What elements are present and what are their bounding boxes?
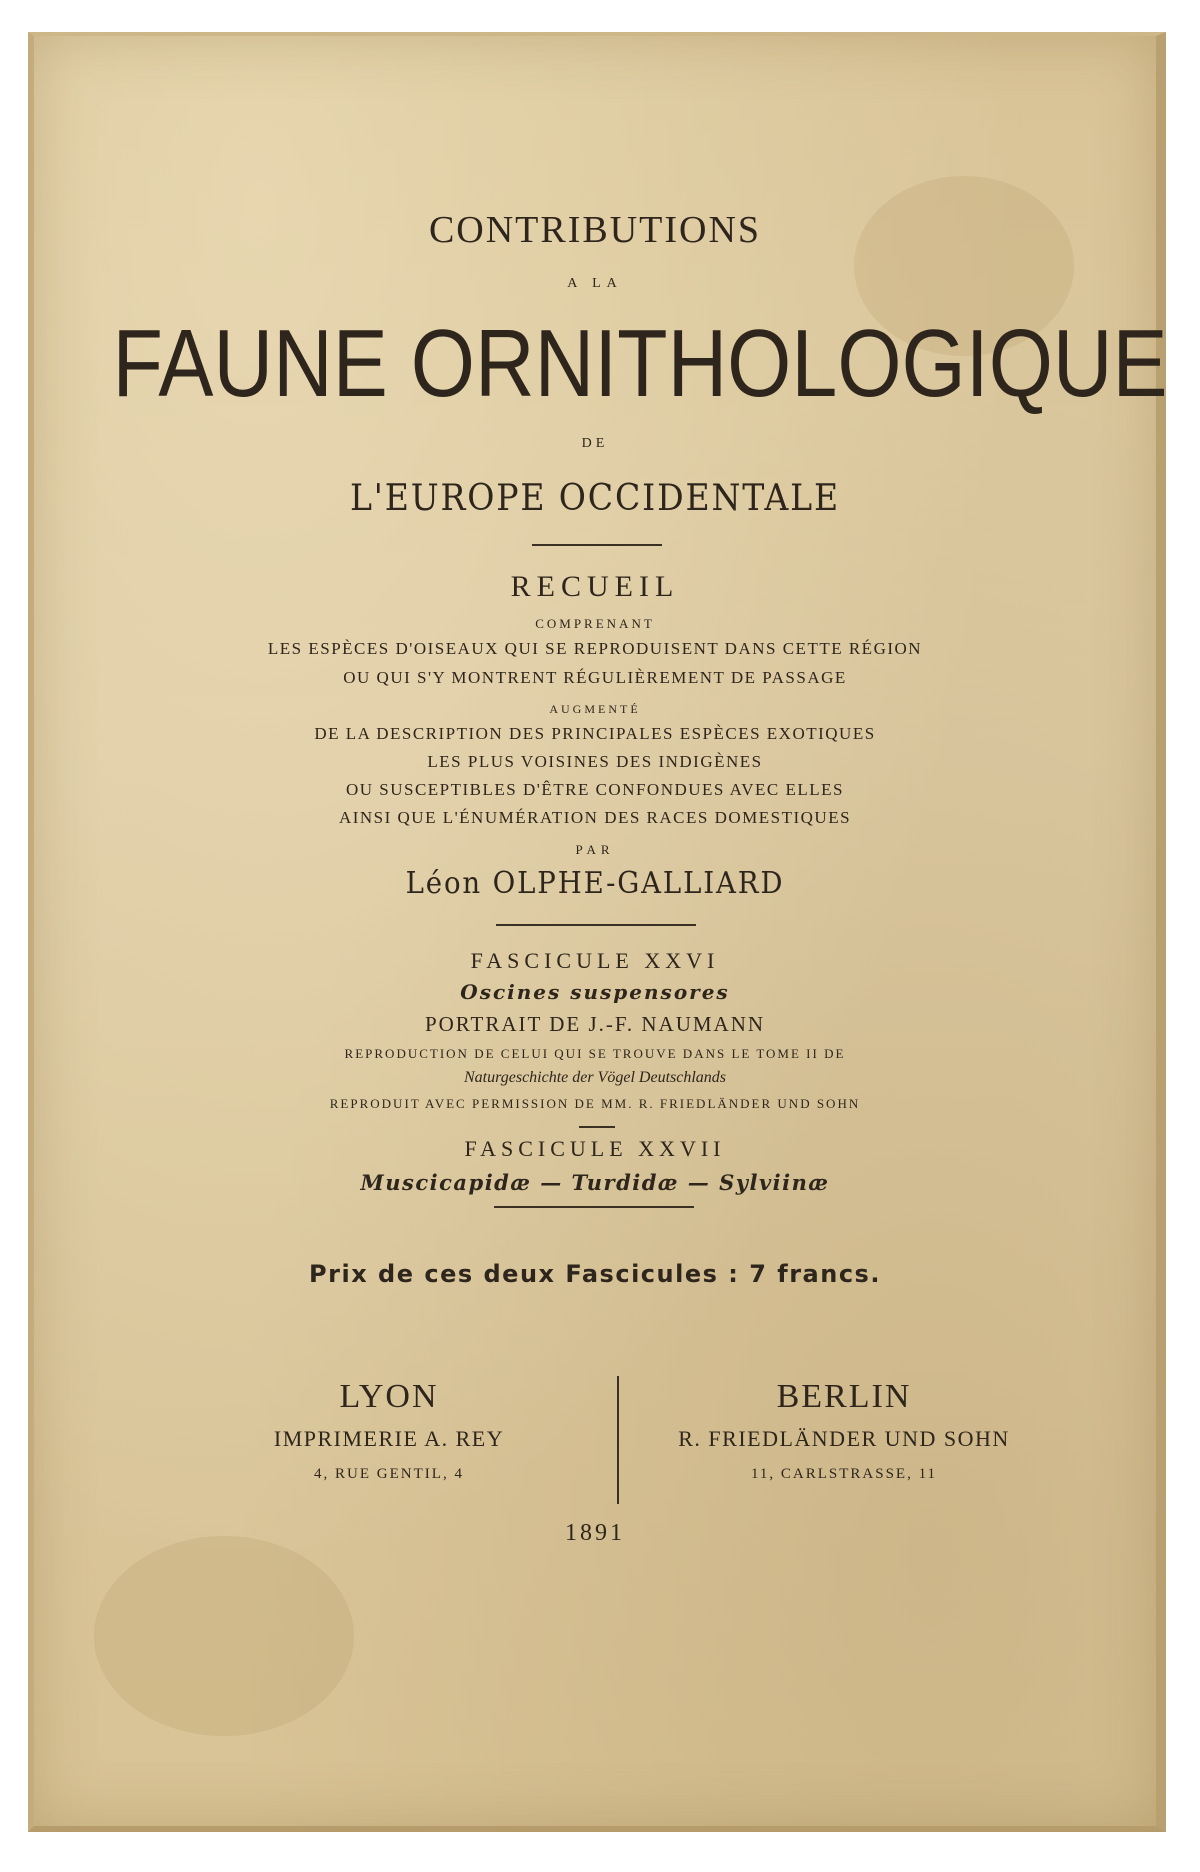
paper-stain [94, 1536, 354, 1736]
title-a-la: A LA [567, 276, 623, 291]
recueil-line: LES PLUS VOISINES DES INDIGÈNES [427, 752, 763, 771]
book-cover [28, 32, 1166, 1832]
publisher-divider [617, 1376, 619, 1504]
fascicule-heading: FASCICULE XXVII [464, 1136, 726, 1161]
publisher-address-left: 4, RUE GENTIL, 4 [314, 1466, 464, 1482]
recueil-line: LES ESPÈCES D'OISEAUX QUI SE REPRODUISENT DANS CETTE RÉGION [267, 639, 923, 658]
recueil-comprenant: COMPRENANT [535, 616, 655, 631]
recueil-line: DE LA DESCRIPTION DES PRINCIPALES ESPÈCES EXOTIQUES [314, 724, 876, 743]
portrait-line: PORTRAIT DE J.-F. NAUMANN [424, 1012, 766, 1036]
fascicule-subtitle: Muscicapidæ — Turdidæ — Sylviinæ [360, 1170, 830, 1195]
divider-rule [496, 924, 696, 926]
recueil-line: OU QUI S'Y MONTRENT RÉGULIÈREMENT DE PASSAGE [343, 668, 847, 687]
price-line: Prix de ces deux Fascicules : 7 francs. [309, 1260, 881, 1288]
permission-note: REPRODUIT AVEC PERMISSION DE MM. R. FRIEDLÄNDER UND SOHN [329, 1096, 861, 1111]
publisher-address-right: 11, CARLSTRASSE, 11 [750, 1466, 938, 1482]
divider-rule [532, 544, 662, 546]
work-title: Naturgeschichte der Vögel Deutschlands [463, 1069, 727, 1086]
publication-year: 1891 [565, 1520, 625, 1546]
title-contributions: CONTRIBUTIONS [428, 209, 762, 251]
main-title: FAUNE ORNITHOLOGIQUE [112, 310, 1168, 417]
title-europe: L'EUROPE OCCIDENTALE [349, 478, 841, 519]
author-name: Léon OLPHE-GALLIARD [405, 866, 785, 901]
reproduction-note: REPRODUCTION DE CELUI QUI SE TROUVE DANS LE TOME II DE [344, 1046, 846, 1061]
fascicule-subtitle: Oscines suspensores [460, 980, 730, 1004]
divider-rule [579, 1126, 615, 1128]
recueil-heading: RECUEIL [510, 570, 680, 603]
publisher-name-right: R. FRIEDLÄNDER UND SOHN [678, 1426, 1010, 1451]
publisher-name-left: IMPRIMERIE A. REY [273, 1426, 505, 1451]
divider-rule [494, 1206, 694, 1208]
recueil-line: AINSI QUE L'ÉNUMÉRATION DES RACES DOMESTIQUES [338, 808, 852, 827]
publisher-city-left: LYON [339, 1378, 439, 1415]
publisher-city-right: BERLIN [776, 1378, 912, 1415]
fascicule-heading: FASCICULE XXVI [470, 948, 720, 973]
recueil-line: OU SUSCEPTIBLES D'ÊTRE CONFONDUES AVEC ELLES [345, 780, 845, 799]
title-de: DE [581, 436, 609, 451]
recueil-augmente: AUGMENTÉ [549, 702, 641, 716]
par-label: PAR [575, 842, 615, 857]
